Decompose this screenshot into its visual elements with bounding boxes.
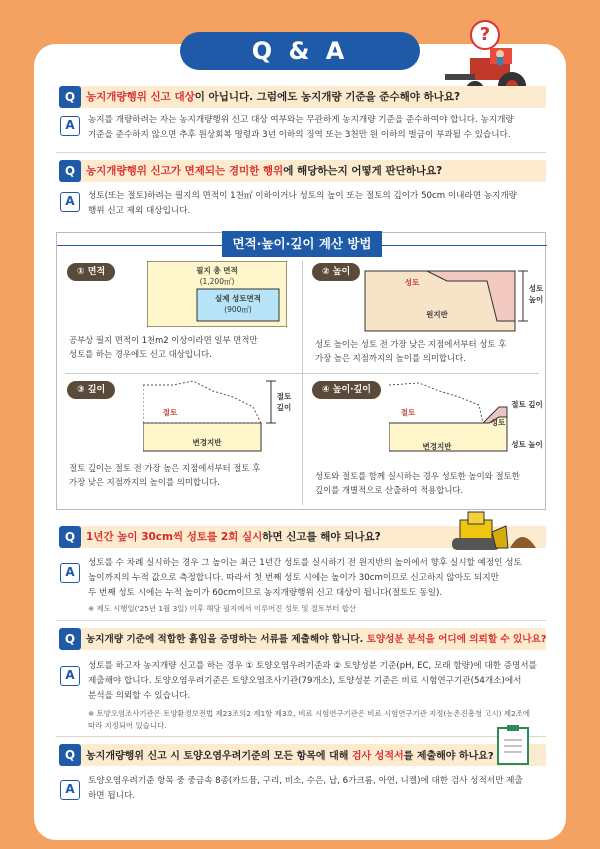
question-4 [60,628,546,650]
note-3: ※ 제도 시행일('25년 1월 3일) 이후 해당 필지에서 이루어진 성토 및 절토부터 합산 [88,604,357,613]
cut-depth-label: 절토 깊이 [511,400,543,409]
q-badge: Q [59,160,81,182]
panel-tag-height: ② 높이 [312,263,360,281]
panel-desc-depth: 절토 깊이는 절토 전 가장 높은 지점에서부터 절토 후 가장 낮은 지점까지의 높이를 의미합니다. [69,463,261,487]
question-text: 1년간 높이 30cm씩 성토를 2회 실시하면 신고를 해야 되나요? [86,531,381,543]
panel-tag-height-depth: ④ 높이·깊이 [312,381,381,399]
page-title: Q & A [180,32,420,70]
changed-base-label: 변경지반 [422,442,452,451]
answer-3: 성토를 수 차례 실시하는 경우 그 높이는 최근 1년간 성토를 실시하기 전 원지반의 높이에서 향후 실시할 예정인 성토 높이까지의 누적 값으로 측정합니다. 따라서 첫 번째 성토 시에는 높이가 30cm이므로 신고하지 않아도 되지만 두 번째 성토 시에는 누적 높이가 60cm이므로 농지개량행위 신고 대상이 됩니다(절토도 동일). [88,558,522,598]
answer-4: 성토를 하고자 농지개량 신고를 하는 경우 ① 토양오염우려기준과 ② 토양성분 기준(pH, EC, 모래 함량)에 대한 증명서를 제출해야 합니다. 토양오염우려기준은 토양오염조사기관(79개소), 토양성분 기준은 비료 시험연구기관(54개소)에서 분석을 의뢰할 수 있습니다. [88,661,537,701]
calculation-method-box [56,232,546,510]
calc-title: 면적·높이·깊이 계산 방법 [222,231,382,257]
answer-5: 토양오염우려기준 항목 중 중금속 8종(카드뮴, 구리, 비소, 수은, 납, 6가크롬, 아연, 니켈)에 대한 검사 성적서만 제출 하면 됩니다. [88,776,523,801]
q-badge: Q [59,744,81,766]
total-area-label: 필지 총 면적 (1,200㎡) [196,266,238,286]
fill-height-label: 성토 높이 [528,284,544,304]
a-badge: A [60,780,80,800]
divider-vertical [302,261,303,505]
question-text: 농지개량행위 신고가 면제되는 경미한 행위에 해당하는지 어떻게 판단하나요? [86,165,443,177]
a-badge: A [60,563,80,583]
a-badge: A [60,116,80,136]
q-badge: Q [59,86,81,108]
answer-2: 성토(또는 절토)하려는 필지의 면적이 1천㎡ 이하이거나 성토의 높이 또는 절토의 깊이가 50cm 이내라면 농지개량 행위 신고 제외 대상입니다. [88,191,517,216]
fill-label: 성토 [404,278,420,287]
question-text: 농지개량행위 신고 시 토양오염우려기준의 모든 항목에 대해 검사 성적서를 제출해야 하나요? [86,751,494,762]
cut-label: 절토 [162,408,178,417]
cut-depth-label: 절토 깊이 [276,392,292,412]
question-5 [60,744,546,766]
actual-area-label: 실제 성토면적 (900㎡) [214,294,262,314]
a-badge: A [60,666,80,686]
divider [56,152,546,153]
a-badge: A [60,192,80,212]
bulldozer-icon [440,510,540,554]
divider [56,620,546,621]
question-text: 농지개량행위 신고 대상이 아닙니다. 그럼에도 농지개량 기준을 준수해야 하나요? [86,91,461,103]
question-2 [60,160,546,182]
question-mark-icon: ? [470,20,500,50]
q-badge: Q [59,526,81,548]
panel-tag-depth: ③ 깊이 [67,381,115,399]
question-text: 농지개량 기준에 적합한 흙임을 증명하는 서류를 제출해야 합니다. 토양성분 분석을 어디에 의뢰할 수 있나요? [86,634,547,645]
note-4: ※ 토양오염조사기관은 토양환경보전법 제23조의2 제1항 제3호, 비료 시험연구기관은 비료 시험연구기관 지정(농촌진흥청 고시) 제2조에 따라 지정되어 있습니다. [88,709,530,730]
question-1 [60,86,546,108]
panel-desc-height: 성토 높이는 성토 전 가장 낮은 지점에서부터 성토 후 가장 높은 지점까지의 높이를 의미합니다. [315,339,507,363]
changed-base-label: 변경지반 [192,438,222,447]
panel-desc-height-depth: 성토와 절토를 함께 실시하는 경우 성토한 높이와 절토한 깊이를 개별적으로 산출하여 적용합니다. [315,471,520,495]
panel-tag-area: ① 면적 [67,263,115,281]
divider-horizontal [65,373,539,374]
base-label: 원지반 [426,310,448,319]
checklist-icon [496,724,530,766]
answer-1: 농지를 개량하려는 자는 농지개량행위 신고 대상 여부와는 무관하게 농지개량 기준을 준수하여야 합니다. 농지개량 기준을 준수하지 않으면 추후 원상회복 명령과 3년 이하의 징역 또는 3천만 원 이하의 벌금이 부과될 수 있습니다. [88,115,514,140]
fill-height-label: 성토 높이 [511,440,543,449]
divider [56,736,546,737]
height-diagram [307,261,539,333]
cut-label: 절토 [400,408,416,417]
q-badge: Q [59,628,81,650]
panel-desc-area: 공부상 필지 면적이 1천m2 이상이라면 일부 면적만 성토를 하는 경우에도 신고 대상입니다. [69,335,258,359]
fill-label: 성토 [490,418,506,427]
